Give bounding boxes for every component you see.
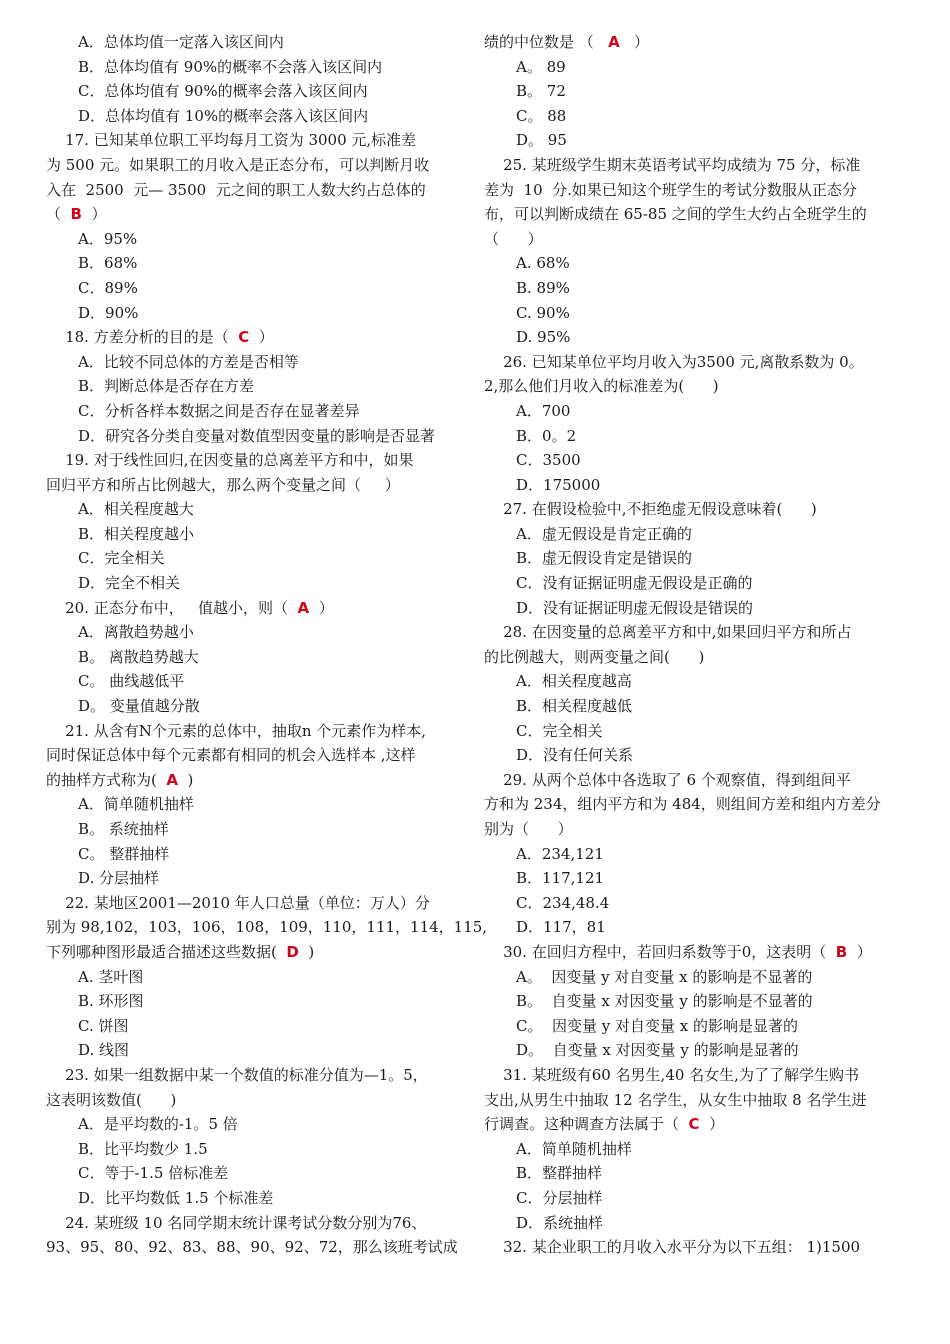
option-line bbox=[46, 79, 476, 104]
line-text: 同时保证总体中每个元素都有相同的机会入选样本 ,这样 bbox=[46, 746, 416, 765]
answer-mark: A bbox=[297, 598, 310, 617]
line-text: C．234,48.4 bbox=[516, 893, 610, 912]
line-text: A．虚无假设是肯定正确的 bbox=[516, 524, 692, 543]
line-text: 26. 已知某单位平均月收入为3500 元,离散系数为 0。 bbox=[484, 352, 864, 371]
line-text: 支出,从男生中抽取 12 名学生，从女生中抽取 8 名学生进 bbox=[484, 1090, 867, 1109]
question-continuation bbox=[46, 1088, 476, 1113]
line-text-after: ） bbox=[619, 33, 649, 51]
question-line bbox=[484, 497, 914, 522]
line-text: C．分层抽样 bbox=[516, 1188, 603, 1207]
option-line bbox=[46, 350, 476, 375]
line-text: 30. 在回归方程中，若回归系数等于0，这表明（ bbox=[484, 942, 836, 961]
option-line bbox=[46, 1137, 476, 1162]
line-text: D．比平均数低 1.5 个标准差 bbox=[78, 1188, 274, 1207]
question-line bbox=[484, 350, 914, 375]
line-text: 19. 对于线性回归,在因变量的总离差平方和中，如果 bbox=[46, 451, 414, 470]
line-text: 别为（ ） bbox=[484, 820, 573, 838]
option-line bbox=[46, 55, 476, 80]
line-text: B．虚无假设肯定是错误的 bbox=[516, 549, 693, 568]
option-line bbox=[46, 1112, 476, 1137]
line-text-after: ） bbox=[249, 328, 274, 347]
line-text: B. 环形图 bbox=[78, 992, 144, 1011]
line-text: C．总体均值有 90%的概率会落入该区间内 bbox=[78, 82, 368, 101]
line-text: A。 89 bbox=[516, 57, 566, 76]
line-text: C．3500 bbox=[516, 451, 581, 470]
question-continuation bbox=[46, 202, 476, 227]
line-text: 28. 在因变量的总离差平方和中,如果回归平方和所占 bbox=[484, 623, 852, 642]
option-line bbox=[484, 1211, 914, 1236]
question-line bbox=[46, 1211, 476, 1236]
option-line bbox=[46, 1161, 476, 1186]
line-text: B。 系统抽样 bbox=[78, 820, 169, 838]
option-line bbox=[46, 842, 476, 867]
option-line bbox=[46, 866, 476, 891]
question-continuation bbox=[484, 817, 914, 842]
question-line bbox=[46, 325, 476, 350]
option-line bbox=[46, 645, 476, 670]
option-line bbox=[46, 817, 476, 842]
line-text: B．总体均值有 90%的概率不会落入该区间内 bbox=[78, 57, 383, 76]
option-line bbox=[484, 719, 914, 744]
question-line bbox=[46, 128, 476, 153]
option-line bbox=[484, 1137, 914, 1162]
line-text-after: ） bbox=[81, 205, 107, 224]
question-continuation bbox=[46, 915, 488, 940]
line-text: D．研究各分类自变量对数值型因变量的影响是否显著 bbox=[78, 426, 436, 445]
question-continuation bbox=[484, 30, 914, 55]
line-text: D. 分层抽样 bbox=[78, 869, 160, 888]
question-line bbox=[46, 891, 476, 916]
line-text: C．分析各样本数据之间是否存在显著差异 bbox=[78, 401, 360, 420]
option-line bbox=[46, 399, 476, 424]
line-text: 18. 方差分析的目的是（ bbox=[46, 328, 239, 347]
line-text: A．简单随机抽样 bbox=[78, 795, 194, 814]
question-continuation bbox=[484, 1088, 914, 1113]
line-text: B。 72 bbox=[516, 82, 566, 101]
line-text: 差为 10 分.如果已知这个班学生的考试分数服从正态分 bbox=[484, 180, 857, 199]
option-line bbox=[484, 301, 914, 326]
option-line bbox=[484, 448, 914, 473]
line-text: 绩的中位数是 （ bbox=[484, 33, 609, 51]
line-text: D．175000 bbox=[516, 475, 601, 494]
question-continuation bbox=[484, 1112, 914, 1137]
line-text: 29. 从两个总体中各选取了 6 个观察值，得到组间平 bbox=[484, 770, 851, 789]
left-column bbox=[46, 30, 488, 1260]
option-line bbox=[484, 276, 914, 301]
option-line bbox=[46, 424, 476, 449]
line-text: 入在 2500 元— 3500 元之间的职工人数大约占总体的 bbox=[46, 180, 426, 199]
line-text: B．相关程度越小 bbox=[78, 524, 195, 543]
answer-mark: C bbox=[238, 328, 250, 347]
option-line bbox=[46, 104, 476, 129]
option-line bbox=[484, 1161, 914, 1186]
option-line bbox=[46, 694, 476, 719]
option-line bbox=[484, 424, 914, 449]
line-text: C。 曲线越低平 bbox=[78, 672, 185, 691]
line-text-after: ) bbox=[178, 770, 194, 789]
line-text: D。 95 bbox=[516, 131, 567, 150]
line-text: 32. 某企业职工的月收入水平分为以下五组： 1)1500 bbox=[484, 1238, 861, 1257]
line-text: D．系统抽样 bbox=[516, 1213, 604, 1232]
line-text: B．117,121 bbox=[516, 869, 605, 888]
option-line bbox=[46, 669, 476, 694]
line-text: 行调查。这种调查方法属于（ bbox=[484, 1115, 689, 1134]
line-text: D．117，81 bbox=[516, 918, 606, 937]
option-line bbox=[484, 522, 914, 547]
option-line bbox=[46, 1186, 476, 1211]
line-text: D. 线图 bbox=[78, 1041, 130, 1060]
line-text: 20. 正态分布中， 值越小，则（ bbox=[46, 598, 298, 617]
option-line bbox=[484, 743, 914, 768]
line-text: A．比较不同总体的方差是否相等 bbox=[78, 352, 299, 371]
line-text: （ ） bbox=[484, 229, 543, 248]
option-line bbox=[46, 546, 476, 571]
option-line bbox=[484, 1014, 914, 1039]
option-line bbox=[46, 301, 476, 326]
option-line bbox=[46, 374, 476, 399]
answer-mark: B bbox=[70, 205, 82, 224]
line-text: D．总体均值有 10%的概率会落入该区间内 bbox=[78, 106, 369, 125]
line-text: 方和为 234，组内平方和为 484，则组间方差和组内方差分 bbox=[484, 795, 881, 814]
question-continuation bbox=[46, 178, 476, 203]
option-line bbox=[484, 694, 914, 719]
question-continuation bbox=[46, 473, 476, 498]
option-line bbox=[484, 915, 914, 940]
line-text: D．完全不相关 bbox=[78, 574, 181, 593]
line-text: A．相关程度越高 bbox=[516, 672, 632, 691]
question-line bbox=[484, 153, 914, 178]
line-text: 23. 如果一组数据中某一个数值的标准分值为—1。5， bbox=[46, 1065, 428, 1084]
option-line bbox=[46, 1014, 476, 1039]
question-continuation bbox=[46, 1235, 476, 1260]
line-text: D．没有证据证明虚无假设是错误的 bbox=[516, 598, 754, 617]
line-text: A．总体均值一定落入该区间内 bbox=[78, 33, 284, 51]
question-continuation bbox=[46, 743, 476, 768]
option-line bbox=[484, 79, 914, 104]
line-text: 93、95、80、92、83、88、90、92、72，那么该班考试成 bbox=[46, 1238, 458, 1257]
line-text: 25. 某班级学生期末英语考试平均成绩为 75 分，标准 bbox=[484, 155, 861, 174]
option-line bbox=[484, 104, 914, 129]
option-line bbox=[484, 546, 914, 571]
line-text: 17. 已知某单位职工平均每月工资为 3000 元,标准差 bbox=[46, 131, 417, 150]
question-line bbox=[484, 940, 914, 965]
question-line bbox=[46, 448, 476, 473]
option-line bbox=[46, 30, 476, 55]
line-text: C．89% bbox=[78, 278, 138, 297]
line-text: A．700 bbox=[516, 401, 571, 420]
line-text-after: ） bbox=[847, 942, 872, 961]
question-continuation bbox=[484, 645, 914, 670]
line-text: D。 自变量 x 对因变量 y 的影响是显著的 bbox=[516, 1041, 799, 1060]
question-continuation bbox=[484, 792, 914, 817]
option-line bbox=[46, 497, 476, 522]
option-line bbox=[484, 965, 914, 990]
answer-mark: D bbox=[286, 942, 299, 961]
line-text: A．简单随机抽样 bbox=[516, 1139, 632, 1158]
line-text: C．完全相关 bbox=[78, 549, 165, 568]
question-line bbox=[484, 1063, 914, 1088]
line-text: 的抽样方式称为( bbox=[46, 770, 167, 789]
option-line bbox=[484, 399, 914, 424]
option-line bbox=[46, 1038, 476, 1063]
line-text: A．是平均数的-1。5 倍 bbox=[78, 1115, 238, 1134]
option-line bbox=[484, 989, 914, 1014]
option-line bbox=[46, 989, 476, 1014]
option-line bbox=[46, 276, 476, 301]
line-text: D．90% bbox=[78, 303, 139, 322]
question-line bbox=[46, 719, 476, 744]
line-text-after: ） bbox=[699, 1115, 725, 1134]
line-text: A. 68% bbox=[516, 254, 570, 273]
question-continuation bbox=[46, 940, 476, 965]
line-text: D. 95% bbox=[516, 328, 571, 347]
question-line bbox=[484, 1235, 914, 1260]
question-line bbox=[46, 596, 476, 621]
question-continuation bbox=[46, 768, 476, 793]
question-continuation bbox=[484, 374, 914, 399]
line-text-after: ） bbox=[309, 598, 334, 617]
option-line bbox=[46, 571, 476, 596]
option-line bbox=[484, 251, 914, 276]
line-text: A．95% bbox=[78, 229, 138, 248]
line-text: 别为 98,102，103，106，108，109，110，111，114，115, bbox=[46, 918, 488, 937]
question-line bbox=[484, 620, 914, 645]
line-text: 为 500 元。如果职工的月收入是正态分布，可以判断月收 bbox=[46, 155, 430, 174]
option-line bbox=[46, 522, 476, 547]
option-line bbox=[46, 620, 476, 645]
answer-mark: A bbox=[608, 33, 620, 51]
option-line bbox=[484, 128, 914, 153]
answer-mark: A bbox=[166, 770, 178, 789]
question-continuation bbox=[46, 153, 476, 178]
line-text-after: ) bbox=[298, 942, 315, 961]
option-line bbox=[46, 227, 476, 252]
line-text: B．68% bbox=[78, 254, 138, 273]
option-line bbox=[484, 571, 914, 596]
question-continuation bbox=[484, 178, 914, 203]
option-line bbox=[484, 325, 914, 350]
line-text: 的比例越大，则两变量之间( ) bbox=[484, 647, 705, 666]
option-line bbox=[46, 251, 476, 276]
line-text: 回归平方和所占比例越大，那么两个变量之间（ ） bbox=[46, 475, 400, 494]
line-text: A．离散趋势越小 bbox=[78, 623, 194, 642]
line-text: B．整群抽样 bbox=[516, 1164, 603, 1183]
option-line bbox=[46, 965, 476, 990]
line-text: 2,那么他们月收入的标准差为( ) bbox=[484, 377, 719, 396]
line-text: C。 整群抽样 bbox=[78, 844, 170, 863]
line-text: B．相关程度越低 bbox=[516, 697, 633, 716]
answer-mark: B bbox=[835, 942, 848, 961]
option-line bbox=[484, 1038, 914, 1063]
line-text: B。 自变量 x 对因变量 y 的影响是不显著的 bbox=[516, 992, 813, 1011]
option-line bbox=[484, 669, 914, 694]
line-text: 24. 某班级 10 名同学期末统计课考试分数分别为76、 bbox=[46, 1213, 427, 1232]
line-text: A．234,121 bbox=[516, 844, 604, 863]
question-line bbox=[484, 768, 914, 793]
line-text: B．0。2 bbox=[516, 426, 577, 445]
line-text: 22. 某地区2001—2010 年人口总量（单位：万人）分 bbox=[46, 893, 430, 912]
line-text: C．没有证据证明虚无假设是正确的 bbox=[516, 574, 753, 593]
line-text: B. 89% bbox=[516, 278, 570, 297]
line-text: C. 饼图 bbox=[78, 1016, 129, 1035]
line-text: 21. 从含有N个元素的总体中，抽取n 个元素作为样本, bbox=[46, 721, 427, 740]
option-line bbox=[484, 1186, 914, 1211]
option-line bbox=[484, 596, 914, 621]
right-column bbox=[484, 30, 914, 1260]
option-line bbox=[484, 473, 914, 498]
line-text: C．完全相关 bbox=[516, 721, 603, 740]
line-text: D．没有任何关系 bbox=[516, 746, 634, 765]
line-text: B．判断总体是否存在方差 bbox=[78, 377, 255, 396]
line-text: C．等于-1.5 倍标准差 bbox=[78, 1164, 229, 1183]
line-text: C。 88 bbox=[516, 106, 567, 125]
line-text: B．比平均数少 1.5 bbox=[78, 1139, 208, 1158]
option-line bbox=[46, 792, 476, 817]
question-line bbox=[46, 1063, 476, 1088]
option-line bbox=[484, 55, 914, 80]
option-line bbox=[484, 866, 914, 891]
line-text: （ bbox=[46, 205, 71, 224]
line-text: D。 变量值越分散 bbox=[78, 697, 200, 716]
line-text: 31. 某班级有60 名男生,40 名女生,为了了解学生购书 bbox=[484, 1065, 859, 1084]
line-text: A。 因变量 y 对自变量 x 的影响是不显著的 bbox=[516, 967, 813, 986]
line-text: 27. 在假设检验中,不拒绝虚无假设意味着( ) bbox=[484, 500, 817, 519]
option-line bbox=[484, 842, 914, 867]
line-text: C。 因变量 y 对自变量 x 的影响是显著的 bbox=[516, 1016, 799, 1035]
line-text: 这表明该数值( ) bbox=[46, 1090, 177, 1109]
option-line bbox=[484, 891, 914, 916]
line-text: C. 90% bbox=[516, 303, 570, 322]
line-text: A．相关程度越大 bbox=[78, 500, 194, 519]
line-text: B。 离散趋势越大 bbox=[78, 647, 199, 666]
line-text: 下列哪种图形最适合描述这些数据( bbox=[46, 942, 287, 961]
question-continuation bbox=[484, 227, 914, 252]
answer-mark: C bbox=[688, 1115, 700, 1134]
line-text: 布，可以判断成绩在 65-85 之间的学生大约占全班学生的 bbox=[484, 205, 867, 224]
question-continuation bbox=[484, 202, 914, 227]
line-text: A. 茎叶图 bbox=[78, 967, 144, 986]
